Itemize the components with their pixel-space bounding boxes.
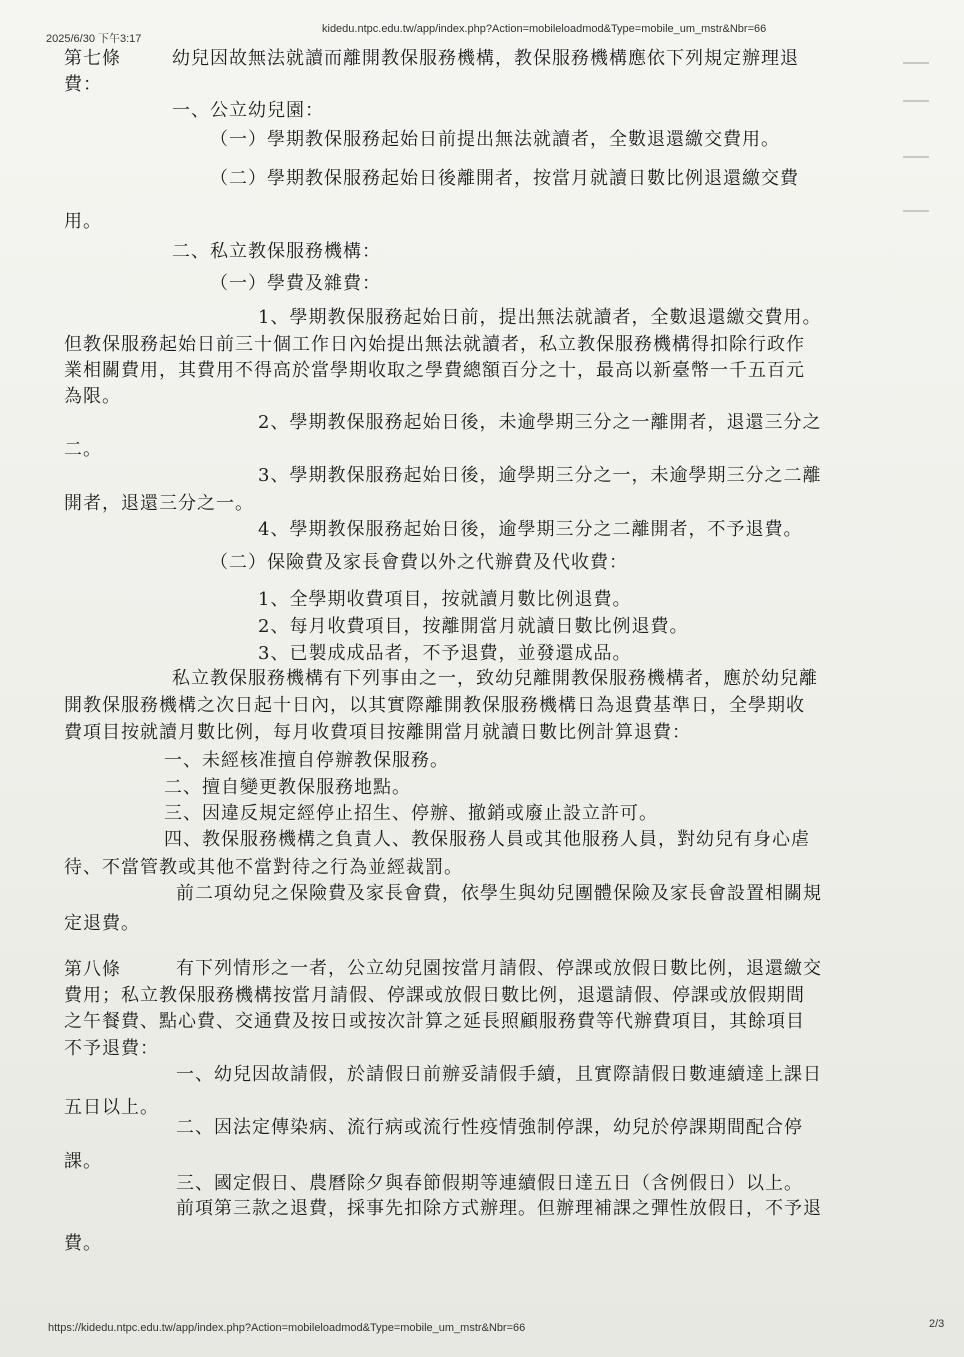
- list-item-cont: 待、不當管教或其他不當對待之行為並經裁罰。: [64, 857, 463, 878]
- list-item-cont: 為限。: [64, 386, 121, 407]
- subsection-heading: （二）保險費及家長會費以外之代辦費及代收費：: [210, 552, 628, 573]
- list-item: 3、學期教保服務起始日後，逾學期三分之一，未逾學期三分之二離: [258, 465, 822, 486]
- list-item: 三、國定假日、農曆除夕與春節假期等連續假日達五日（含例假日）以上。: [176, 1173, 803, 1194]
- article-7-label: 第七條: [64, 48, 121, 69]
- list-item: 2、每月收費項目，按離開當月就讀日數比例退費。: [258, 616, 689, 637]
- article-8-label: 第八條: [64, 959, 121, 980]
- list-item: 1、全學期收費項目，按就讀月數比例退費。: [258, 589, 632, 610]
- article-8-intro-cont: 不予退費：: [64, 1038, 159, 1059]
- section-heading: 二、私立教保服務機構：: [172, 241, 381, 262]
- article-8-intro-cont: 費用；私立教保服務機構按當月請假、停課或放假日數比例，退還請假、停課或放假期間: [64, 985, 805, 1006]
- article-8-intro-cont: 之午餐費、點心費、交通費及按日或按次計算之延長照顧服務費等代辦費項目，其餘項目: [64, 1011, 805, 1032]
- list-item: 四、教保服務機構之負責人、教保服務人員或其他服務人員，對幼兒有身心虐: [164, 829, 810, 850]
- article-8-intro: 有下列情形之一者，公立幼兒園按當月請假、停課或放假日數比例，退還繳交: [176, 958, 822, 979]
- list-item: 二、因法定傳染病、流行病或流行性疫情強制停課，幼兒於停課期間配合停: [176, 1117, 803, 1138]
- list-item-cont: 課。: [64, 1151, 102, 1172]
- list-item: 一、幼兒因故請假，於請假日前辦妥請假手續，且實際請假日數連續達上課日: [176, 1064, 822, 1085]
- list-item: 三、因違反規定經停止招生、停辦、撤銷或廢止設立許可。: [164, 803, 658, 824]
- subsection-heading: （一）學費及雜費：: [210, 273, 381, 294]
- list-item: 二、擅自變更教保服務地點。: [164, 777, 411, 798]
- paragraph-cont: 定退費。: [64, 913, 140, 934]
- paragraph-cont: 費項目按就讀月數比例，每月收費項目按離開當月就讀日數比例計算退費：: [64, 722, 691, 743]
- page-number: 2/3: [929, 1318, 945, 1330]
- list-item-cont: 但教保服務起始日前三十個工作日內始提出無法就讀者，私立教保服務機構得扣除行政作: [64, 334, 805, 355]
- article-7-intro: 幼兒因故無法就讀而離開教保服務機構，教保服務機構應依下列規定辦理退: [172, 48, 799, 69]
- list-item: 3、已製成成品者，不予退費，並發還成品。: [258, 643, 632, 664]
- list-item-cont: 用。: [64, 211, 102, 232]
- paragraph: 前項第三款之退費，採事先扣除方式辦理。但辦理補課之彈性放假日，不予退: [176, 1198, 822, 1219]
- list-item: （二）學期教保服務起始日後離開者，按當月就讀日數比例退還繳交費: [210, 168, 799, 189]
- list-item-cont: 五日以上。: [64, 1097, 159, 1118]
- list-item: 2、學期教保服務起始日後，未逾學期三分之一離開者，退還三分之: [258, 412, 822, 433]
- list-item-cont: 業相關費用，其費用不得高於當學期收取之學費總額百分之十，最高以新臺幣一千五百元: [64, 360, 805, 381]
- list-item: （一）學期教保服務起始日前提出無法就讀者，全數退還繳交費用。: [210, 129, 780, 150]
- print-datetime: 2025/6/30 下午3:17: [46, 33, 142, 45]
- list-item-cont: 開者，退還三分之一。: [64, 493, 254, 514]
- list-item: 4、學期教保服務起始日後，逾學期三分之二離開者，不予退費。: [258, 519, 803, 540]
- list-item-cont: 二。: [64, 439, 102, 460]
- list-item: 1、學期教保服務起始日前，提出無法就讀者，全數退還繳交費用。: [258, 307, 822, 328]
- section-heading: 一、公立幼兒園：: [172, 100, 324, 121]
- article-7-intro-cont: 費：: [64, 74, 102, 95]
- paragraph-cont: 開教保服務機構之次日起十日內，以其實際離開教保服務機構日為退費基準日，全學期收: [64, 695, 805, 716]
- paragraph: 私立教保服務機構有下列事由之一，致幼兒離開教保服務機構者，應於幼兒離: [172, 668, 818, 689]
- paragraph: 前二項幼兒之保險費及家長會費，依學生與幼兒團體保險及家長會設置相關規: [176, 883, 822, 904]
- bleed-through-marks: [903, 60, 933, 240]
- print-header-url: kidedu.ntpc.edu.tw/app/index.php?Action=mobileloadmod&Type=mobile_um_mstr&Nbr=66: [322, 23, 767, 35]
- print-footer-url: https://kidedu.ntpc.edu.tw/app/index.php?Action=mobileloadmod&Type=mobile_um_mstr&Nbr=66: [48, 1322, 526, 1334]
- list-item: 一、未經核准擅自停辦教保服務。: [164, 750, 449, 771]
- paragraph-cont: 費。: [64, 1233, 102, 1254]
